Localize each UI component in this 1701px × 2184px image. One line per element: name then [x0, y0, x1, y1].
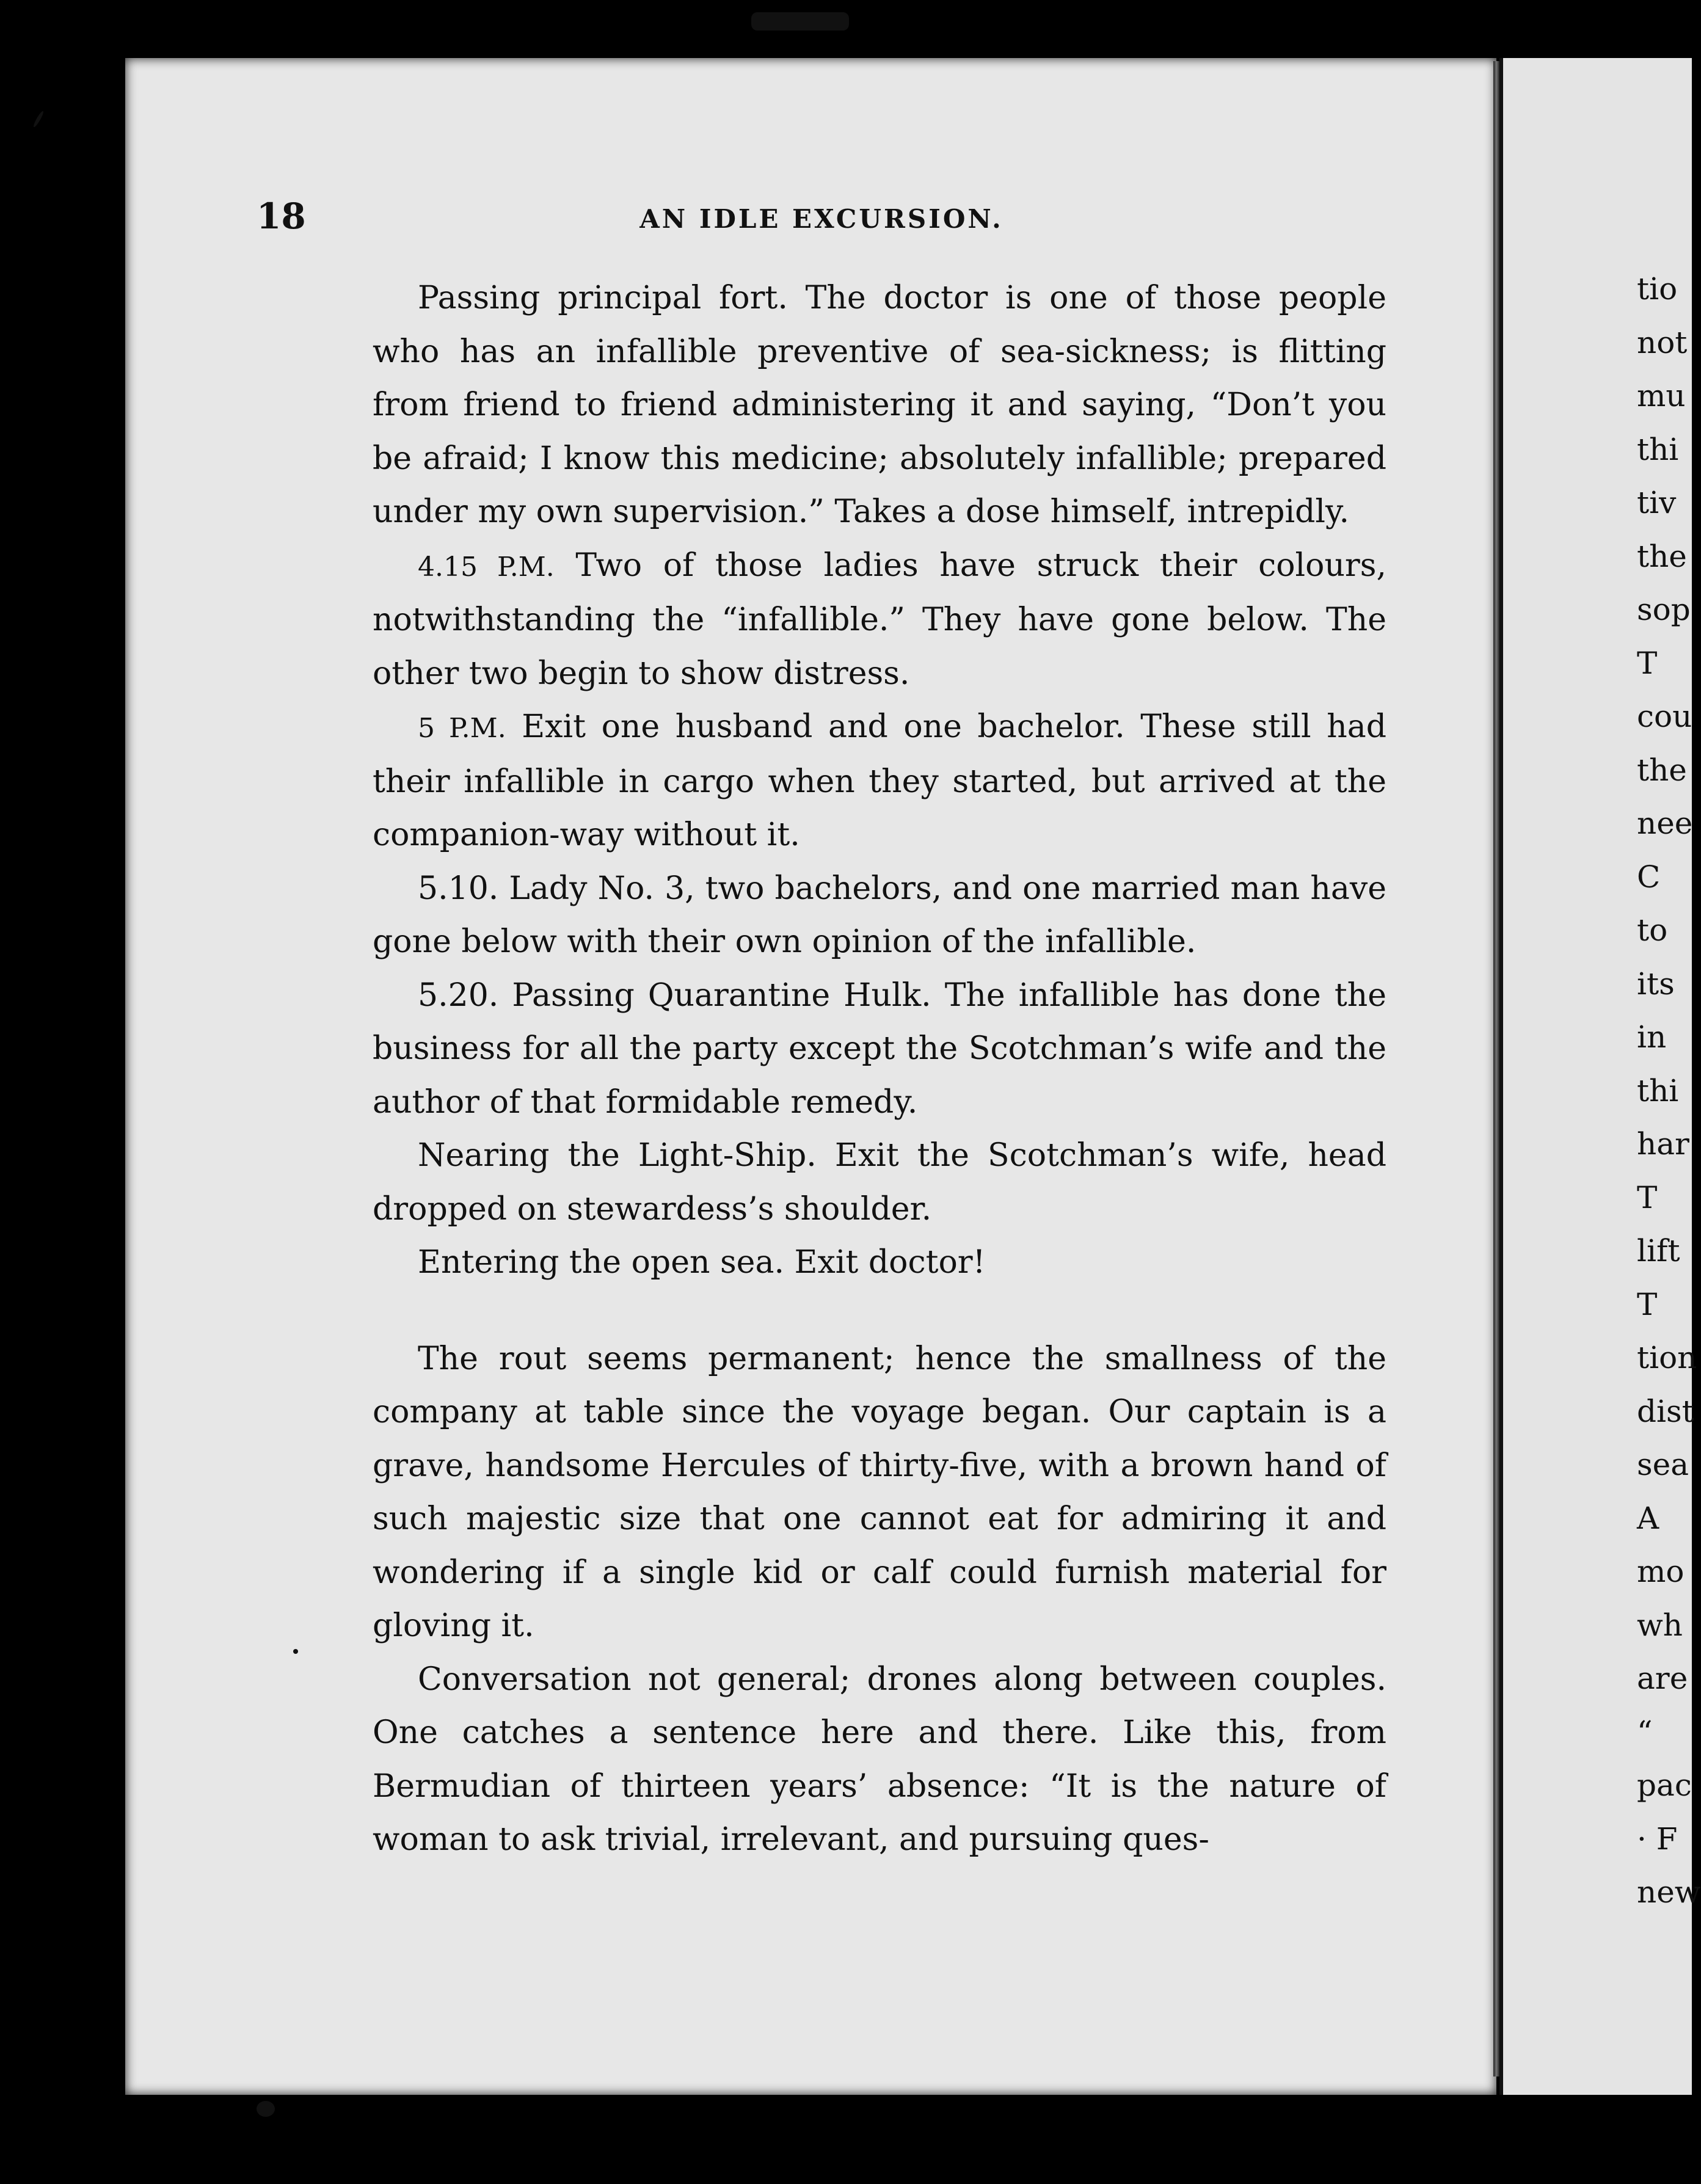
facing-page-line: T	[1637, 1179, 1658, 1215]
scan-speck	[293, 1649, 298, 1654]
facing-page-line: T	[1637, 1286, 1658, 1322]
facing-page-line: nee	[1637, 806, 1693, 841]
facing-page-line: wh	[1637, 1607, 1683, 1643]
paragraph-6: Nearing the Light-Ship. Exit the Scotchman’s wife, head dropped on stewardess’s shoulder.	[373, 1137, 1386, 1228]
scan-speck	[257, 2101, 275, 2117]
facing-page-line: tio	[1637, 271, 1678, 307]
scan-speck	[751, 12, 849, 31]
facing-page-line: T	[1637, 645, 1658, 681]
facing-page-line: thi	[1637, 431, 1679, 467]
facing-page-line: · F	[1637, 1821, 1678, 1857]
facing-page-line: its	[1637, 966, 1675, 1002]
paragraph-4: 5.10. Lady No. 3, two bachelors, and one married man have gone below with their own opinion of the infallible.	[373, 870, 1386, 960]
facing-page-line: mu	[1637, 378, 1686, 413]
facing-page-line: lift	[1637, 1233, 1680, 1269]
paragraph-7: Entering the open sea. Exit doctor!	[418, 1244, 986, 1281]
paragraph-5: 5.20. Passing Quarantine Hulk. The infallible has done the business for all the party except the Scotchman’s wife and the author of that formidable remedy.	[373, 977, 1386, 1121]
facing-page-line: pac	[1637, 1767, 1692, 1803]
paragraph-8: The rout seems permanent; hence the smallness of the company at table since the voyage began. Our captain is a grave, handsome Hercules of thirty-five, with a brown hand of such majestic size that one cannot eat for admiring it and wondering if a single kid or calf could furnish material for gloving it.	[373, 1340, 1386, 1644]
body-text	[373, 272, 1386, 1867]
facing-page-line: “	[1637, 1714, 1653, 1750]
paragraph-1: Passing principal fort. The doctor is one of those people who has an infallible preventive of sea-sickness; is flitting from friend to friend administering it and saying, “Don’t you be afraid; I know this medicine; absolutely infallible; prepared under my own supervision.” Takes a dose himself, intrepidly.	[373, 280, 1386, 530]
paragraph-2: 4.15 P.M. Two of those ladies have struck their colours, notwithstanding the “infallible.” They have gone below. The other two begin to show distress.	[373, 547, 1387, 692]
facing-page-line: tiv	[1637, 485, 1677, 520]
running-head	[257, 195, 1386, 238]
facing-page-line: not	[1637, 324, 1688, 360]
facing-page-line: the	[1637, 752, 1687, 788]
time-label: 5 P.M.	[418, 713, 506, 744]
facing-page-line: cou	[1637, 699, 1692, 734]
facing-page-line: C	[1637, 859, 1661, 895]
facing-page-line: thi	[1637, 1072, 1679, 1108]
facing-page-line: dist	[1637, 1393, 1694, 1429]
facing-page-line: to	[1637, 912, 1668, 948]
facing-page-line: har	[1637, 1126, 1689, 1162]
paragraph-3: 5 P.M. Exit one husband and one bachelor. These still had their infallible in cargo when they started, but arrived at the companion-way without it.	[373, 708, 1386, 853]
facing-page-line: in	[1637, 1019, 1667, 1055]
facing-page-line: sop	[1637, 592, 1691, 627]
facing-page-line: new	[1637, 1874, 1701, 1910]
facing-page-line: A	[1637, 1500, 1659, 1536]
page-gutter	[1493, 61, 1499, 2077]
facing-page-text	[1637, 263, 1701, 1920]
facing-page-line: the	[1637, 538, 1687, 574]
paragraph-9: Conversation not general; drones along between couples. One catches a sentence here and there. Like this, from Bermudian of thirteen years’ absence: “It is the nature of woman to ask trivial, irrelevant, and pursuing ques-	[373, 1661, 1386, 1858]
facing-page-line: are	[1637, 1661, 1688, 1696]
page-number: 18	[257, 195, 306, 237]
time-label: 4.15 P.M.	[418, 551, 555, 583]
facing-page-line: tion	[1637, 1340, 1697, 1375]
scan-speck	[32, 111, 45, 128]
running-title: AN IDLE EXCURSION.	[639, 204, 1003, 234]
facing-page-line: sea	[1637, 1447, 1689, 1482]
facing-page-line: mo	[1637, 1554, 1685, 1589]
